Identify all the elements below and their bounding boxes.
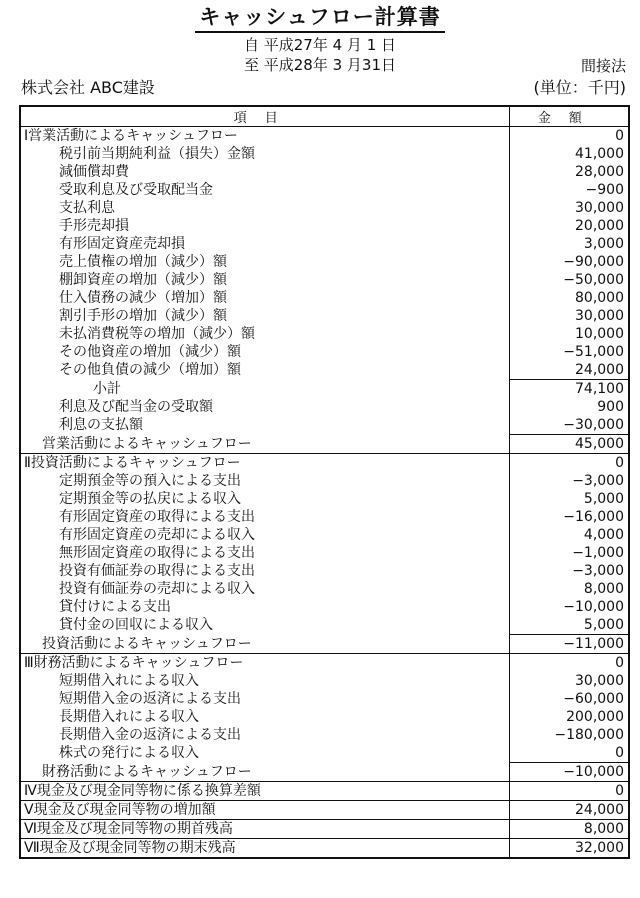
row-label: 定期預金等の預入による支出 [20,472,509,490]
table-row [20,744,629,763]
row-amount: 20,000 [575,218,624,234]
table-body [20,127,629,859]
column-header-item: 項目 [20,106,509,127]
table-row [20,690,629,708]
table-row [20,307,629,325]
table-row [20,163,629,181]
table-row [20,820,629,839]
table-row [20,472,629,490]
row-amount: 5,000 [583,617,624,633]
table-row [20,253,629,271]
table-row [20,801,629,820]
row-amount: −30,000 [563,417,624,433]
row-amount: −10,000 [563,599,624,615]
table-row [20,217,629,235]
row-amount: −60,000 [563,691,624,707]
row-label: 貸付金の回収による収入 [20,616,509,635]
row-amount: −3,000 [572,473,624,489]
cash-flow-table [19,105,630,859]
row-label: 手形売却損 [20,217,509,235]
row-amount: 30,000 [575,308,624,324]
row-label: Ⅰ営業活動によるキャッシュフロー [20,127,509,146]
table-row [20,271,629,289]
table-row [20,616,629,635]
row-amount: −16,000 [563,509,624,525]
row-amount: 8,000 [583,581,624,597]
row-label: 短期借入れによる収入 [20,672,509,690]
table-row [20,526,629,544]
row-label: Ⅳ現金及び現金同等物に係る換算差額 [20,782,509,801]
table-row [20,598,629,616]
row-label: 減価償却費 [20,163,509,181]
table-row [20,343,629,361]
document-title: キャッシュフロー計算書 [195,4,445,33]
row-amount: 8,000 [509,820,629,839]
row-amount: −51,000 [563,344,624,360]
method-label: 間接法 [580,57,626,75]
row-label: 有形固定資産の売却による収入 [20,526,509,544]
row-label: 棚卸資産の増加（減少）額 [20,271,509,289]
row-amount: 900 [597,399,624,415]
row-label: 税引前当期純利益（損失）金額 [20,145,509,163]
table-row [20,839,629,859]
row-label: 財務活動によるキャッシュフロー [20,763,509,782]
row-amount: −1,000 [572,545,624,561]
row-amount: −180,000 [554,727,624,743]
document-title-wrap [0,4,640,33]
row-label: 定期預金等の払戻による収入 [20,490,509,508]
row-label: 貸付けによる支出 [20,598,509,616]
table-row [20,726,629,744]
unit-label: (単位：千円) [533,78,626,97]
row-label: 投資有価証券の売却による収入 [20,580,509,598]
row-label: 営業活動によるキャッシュフロー [20,435,509,454]
row-amount: 4,000 [583,527,624,543]
row-label: 小計 [20,380,509,399]
row-amount: 30,000 [575,673,624,689]
row-label: 割引手形の増加（減少）額 [20,307,509,325]
table-row [20,508,629,526]
row-amount: 24,000 [509,801,629,820]
row-amount: −3,000 [572,563,624,579]
row-amount: 24,000 [575,362,624,378]
row-label: その他資産の増加（減少）額 [20,343,509,361]
row-amount: 32,000 [509,839,629,859]
row-label: 有形固定資産売却損 [20,235,509,253]
table-row [20,181,629,199]
row-amount: −900 [585,182,624,198]
row-amount: 30,000 [575,200,624,216]
table-row [20,544,629,562]
row-label: Ⅶ現金及び現金同等物の期末残高 [20,839,509,859]
row-amount: 80,000 [575,290,624,306]
row-label: その他負債の減少（増加）額 [20,361,509,380]
table-row [20,635,629,654]
row-label: 利息及び配当金の受取額 [20,398,509,416]
table-row [20,580,629,598]
table-row [20,763,629,782]
period-from: 自 平成27年 4 月 1 日 [243,36,396,54]
row-amount: 28,000 [575,164,624,180]
row-amount: 5,000 [583,491,624,507]
row-amount: 0 [615,655,624,671]
table-row [20,380,629,399]
row-label: 受取利息及び受取配当金 [20,181,509,199]
row-amount: 3,000 [583,236,624,252]
table-row [20,708,629,726]
table-row [20,562,629,580]
table-row [20,145,629,163]
company-name: 株式会社 ABC建設 [21,78,155,97]
row-label: 利息の支払額 [20,416,509,435]
row-amount: 41,000 [575,146,624,162]
row-label: 売上債権の増加（減少）額 [20,253,509,271]
row-label: Ⅴ現金及び現金同等物の増加額 [20,801,509,820]
row-amount: 0 [615,128,624,144]
row-label: 短期借入金の返済による支出 [20,690,509,708]
row-amount: 0 [615,745,624,761]
period-to: 至 平成28年 3 月31日 [243,56,397,74]
row-label: Ⅲ財務活動によるキャッシュフロー [20,654,509,673]
row-amount: −11,000 [509,635,629,654]
table-row [20,235,629,253]
table-row [20,199,629,217]
row-label: 長期借入れによる収入 [20,708,509,726]
row-amount: 0 [615,455,624,471]
row-label: 投資活動によるキャッシュフロー [20,635,509,654]
row-label: 仕入債務の減少（増加）額 [20,289,509,307]
row-label: 投資有価証券の取得による支出 [20,562,509,580]
table-row [20,325,629,343]
row-label: Ⅵ現金及び現金同等物の期首残高 [20,820,509,839]
row-label: 有形固定資産の取得による支出 [20,508,509,526]
row-amount: 45,000 [509,435,629,454]
table-header-row [20,106,629,127]
table-row [20,654,629,673]
row-amount: 10,000 [575,326,624,342]
row-amount: −90,000 [563,254,624,270]
table-row [20,127,629,146]
row-amount: −10,000 [509,763,629,782]
row-amount: −50,000 [563,272,624,288]
row-label: 未払消費税等の増加（減少）額 [20,325,509,343]
row-label: Ⅱ投資活動によるキャッシュフロー [20,454,509,473]
row-amount: 200,000 [566,709,624,725]
table-row [20,782,629,801]
table-row [20,289,629,307]
row-label: 株式の発行による収入 [20,744,509,763]
row-label: 長期借入金の返済による支出 [20,726,509,744]
column-header-amount: 金額 [509,106,629,127]
row-label: 無形固定資産の取得による支出 [20,544,509,562]
table-row [20,454,629,473]
table-row [20,435,629,454]
table-row [20,398,629,416]
row-amount: 0 [509,782,629,801]
row-label: 支払利息 [20,199,509,217]
table-row [20,490,629,508]
table-row [20,416,629,435]
row-amount: 74,100 [509,380,629,399]
table-row [20,361,629,380]
table-row [20,672,629,690]
